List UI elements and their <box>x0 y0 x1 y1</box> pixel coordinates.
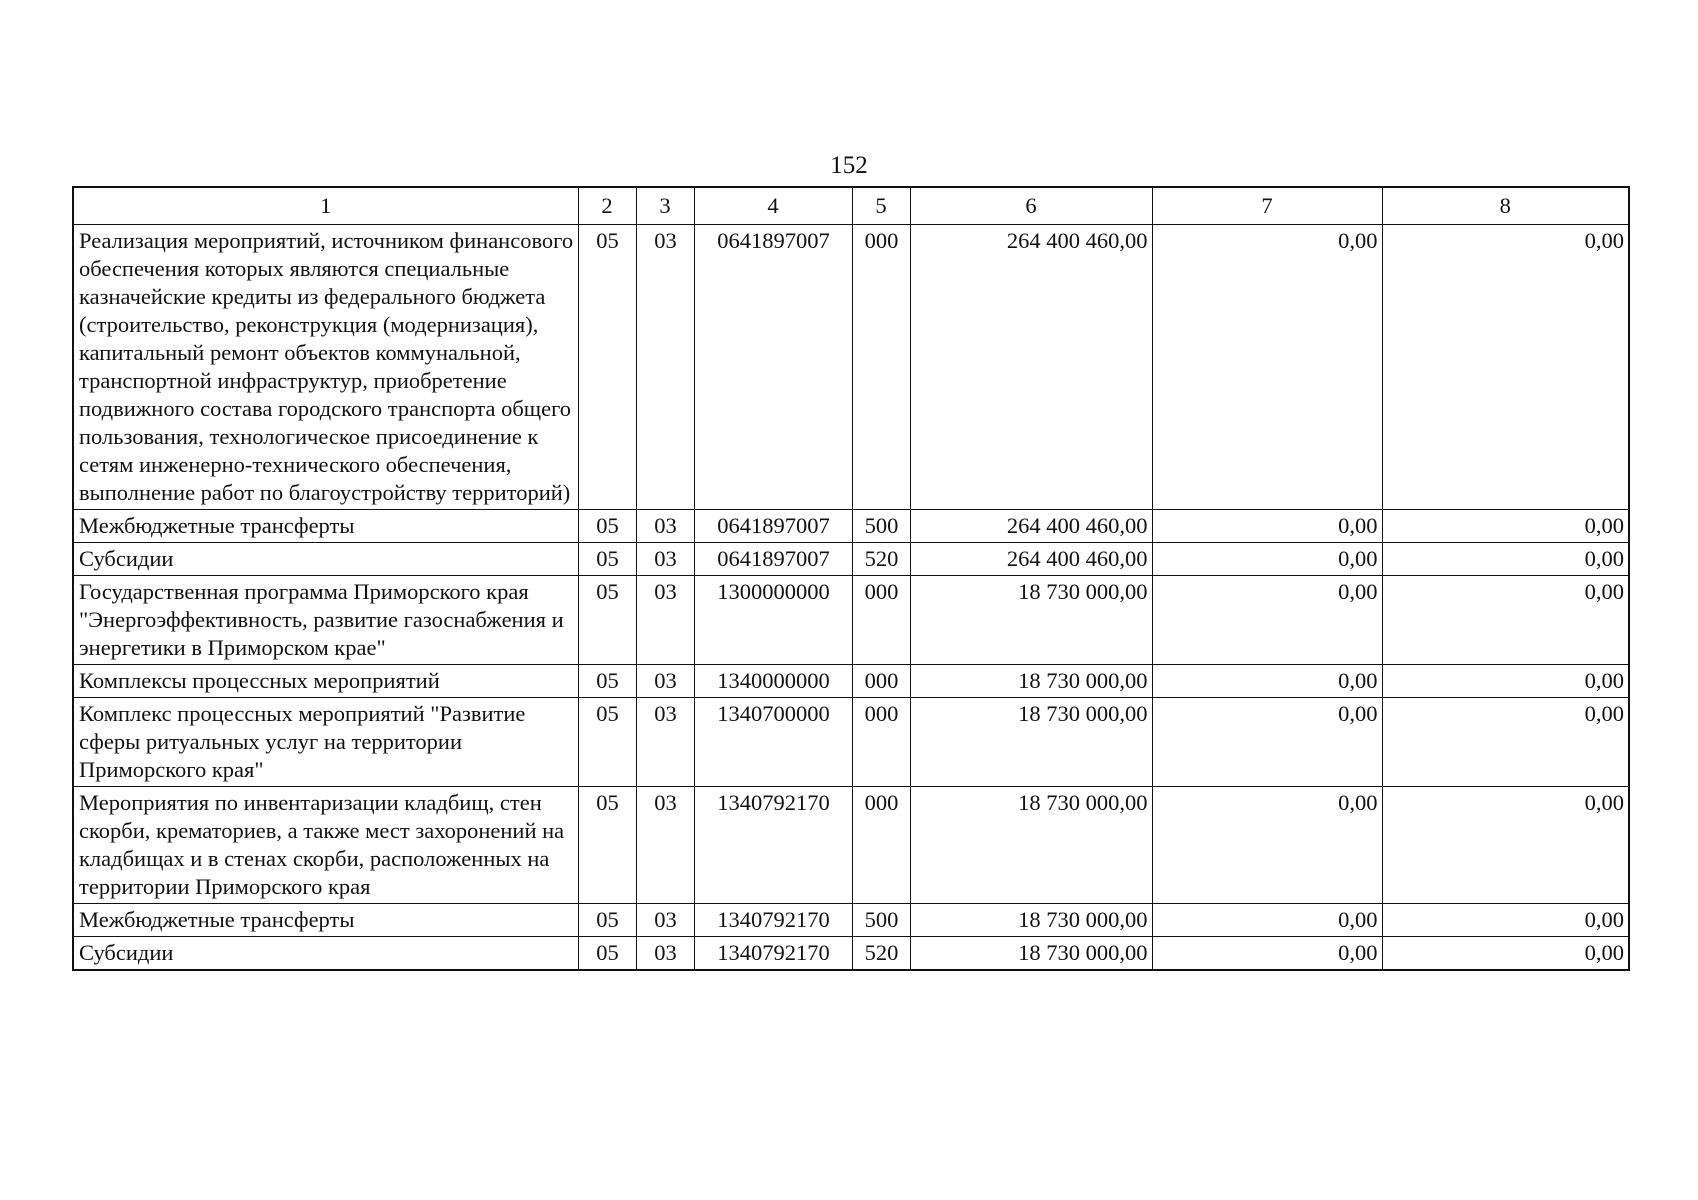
table-row <box>73 576 1629 665</box>
row-amount-col7: 0,00 <box>1152 665 1382 698</box>
budget-table <box>72 186 1630 971</box>
row-expense-type-code: 520 <box>852 937 910 971</box>
row-subsection-code: 03 <box>636 937 694 971</box>
row-amount-col8: 0,00 <box>1382 698 1629 787</box>
page-number: 152 <box>830 152 868 179</box>
column-header: 3 <box>636 187 694 225</box>
row-section-code: 05 <box>578 576 636 665</box>
row-amount-col8: 0,00 <box>1382 787 1629 904</box>
row-description: Межбюджетные трансферты <box>73 510 578 543</box>
column-header: 2 <box>578 187 636 225</box>
row-subsection-code: 03 <box>636 787 694 904</box>
row-amount-col6: 264 400 460,00 <box>910 543 1152 576</box>
row-section-code: 05 <box>578 698 636 787</box>
column-header: 1 <box>73 187 578 225</box>
row-target-code: 0641897007 <box>694 225 852 510</box>
column-header: 4 <box>694 187 852 225</box>
row-amount-col7: 0,00 <box>1152 543 1382 576</box>
table-row <box>73 543 1629 576</box>
row-subsection-code: 03 <box>636 665 694 698</box>
row-amount-col6: 18 730 000,00 <box>910 787 1152 904</box>
row-subsection-code: 03 <box>636 543 694 576</box>
row-amount-col6: 264 400 460,00 <box>910 225 1152 510</box>
row-expense-type-code: 000 <box>852 665 910 698</box>
table-row <box>73 904 1629 937</box>
row-description: Мероприятия по инвентаризации кладбищ, стен скорби, крематориев, а также мест захоронений на кладбищах и в стенах скорби, расположенных на территории Приморского края <box>73 787 578 904</box>
row-amount-col6: 18 730 000,00 <box>910 698 1152 787</box>
row-amount-col7: 0,00 <box>1152 510 1382 543</box>
row-subsection-code: 03 <box>636 225 694 510</box>
row-amount-col8: 0,00 <box>1382 576 1629 665</box>
row-description: Реализация мероприятий, источником финансового обеспечения которых являются специальные казначейские кредиты из федерального бюджета (строительство, реконструкция (модернизация), капитальный ремонт объектов коммунальной, транспортной инфраструктур, приобретение подвижного состава городского транспорта общего пользования, технологическое присоединение к сетям инженерно-технического обеспечения, выполнение работ по благоустройству территорий) <box>73 225 578 510</box>
column-header: 7 <box>1152 187 1382 225</box>
row-subsection-code: 03 <box>636 510 694 543</box>
row-target-code: 0641897007 <box>694 543 852 576</box>
table-row <box>73 698 1629 787</box>
row-target-code: 0641897007 <box>694 510 852 543</box>
table-row <box>73 225 1629 510</box>
row-amount-col8: 0,00 <box>1382 904 1629 937</box>
row-description: Субсидии <box>73 543 578 576</box>
row-section-code: 05 <box>578 787 636 904</box>
row-amount-col6: 18 730 000,00 <box>910 665 1152 698</box>
table-row <box>73 787 1629 904</box>
row-amount-col7: 0,00 <box>1152 787 1382 904</box>
row-amount-col7: 0,00 <box>1152 576 1382 665</box>
row-subsection-code: 03 <box>636 576 694 665</box>
table-row <box>73 665 1629 698</box>
row-amount-col8: 0,00 <box>1382 543 1629 576</box>
row-amount-col8: 0,00 <box>1382 937 1629 971</box>
row-amount-col7: 0,00 <box>1152 904 1382 937</box>
row-target-code: 1340792170 <box>694 787 852 904</box>
row-amount-col8: 0,00 <box>1382 225 1629 510</box>
row-expense-type-code: 500 <box>852 904 910 937</box>
row-expense-type-code: 000 <box>852 576 910 665</box>
row-description: Комплексы процессных мероприятий <box>73 665 578 698</box>
column-header: 6 <box>910 187 1152 225</box>
row-section-code: 05 <box>578 904 636 937</box>
row-section-code: 05 <box>578 510 636 543</box>
header-row <box>73 187 1629 225</box>
row-subsection-code: 03 <box>636 698 694 787</box>
row-amount-col7: 0,00 <box>1152 698 1382 787</box>
row-amount-col6: 18 730 000,00 <box>910 937 1152 971</box>
row-expense-type-code: 000 <box>852 225 910 510</box>
row-amount-col7: 0,00 <box>1152 937 1382 971</box>
table-row <box>73 510 1629 543</box>
row-description: Межбюджетные трансферты <box>73 904 578 937</box>
row-target-code: 1300000000 <box>694 576 852 665</box>
row-section-code: 05 <box>578 937 636 971</box>
row-expense-type-code: 520 <box>852 543 910 576</box>
row-amount-col7: 0,00 <box>1152 225 1382 510</box>
row-section-code: 05 <box>578 543 636 576</box>
row-target-code: 1340792170 <box>694 937 852 971</box>
row-amount-col8: 0,00 <box>1382 510 1629 543</box>
row-target-code: 1340792170 <box>694 904 852 937</box>
column-header: 5 <box>852 187 910 225</box>
row-target-code: 1340000000 <box>694 665 852 698</box>
row-subsection-code: 03 <box>636 904 694 937</box>
row-amount-col6: 18 730 000,00 <box>910 904 1152 937</box>
row-description: Государственная программа Приморского края "Энергоэффективность, развитие газоснабжения и энергетики в Приморском крае" <box>73 576 578 665</box>
row-expense-type-code: 000 <box>852 787 910 904</box>
row-section-code: 05 <box>578 665 636 698</box>
row-amount-col6: 18 730 000,00 <box>910 576 1152 665</box>
row-expense-type-code: 000 <box>852 698 910 787</box>
row-description: Комплекс процессных мероприятий "Развитие сферы ритуальных услуг на территории Приморского края" <box>73 698 578 787</box>
row-section-code: 05 <box>578 225 636 510</box>
row-target-code: 1340700000 <box>694 698 852 787</box>
column-header: 8 <box>1382 187 1629 225</box>
row-description: Субсидии <box>73 937 578 971</box>
row-amount-col6: 264 400 460,00 <box>910 510 1152 543</box>
row-amount-col8: 0,00 <box>1382 665 1629 698</box>
table-row <box>73 937 1629 971</box>
row-expense-type-code: 500 <box>852 510 910 543</box>
